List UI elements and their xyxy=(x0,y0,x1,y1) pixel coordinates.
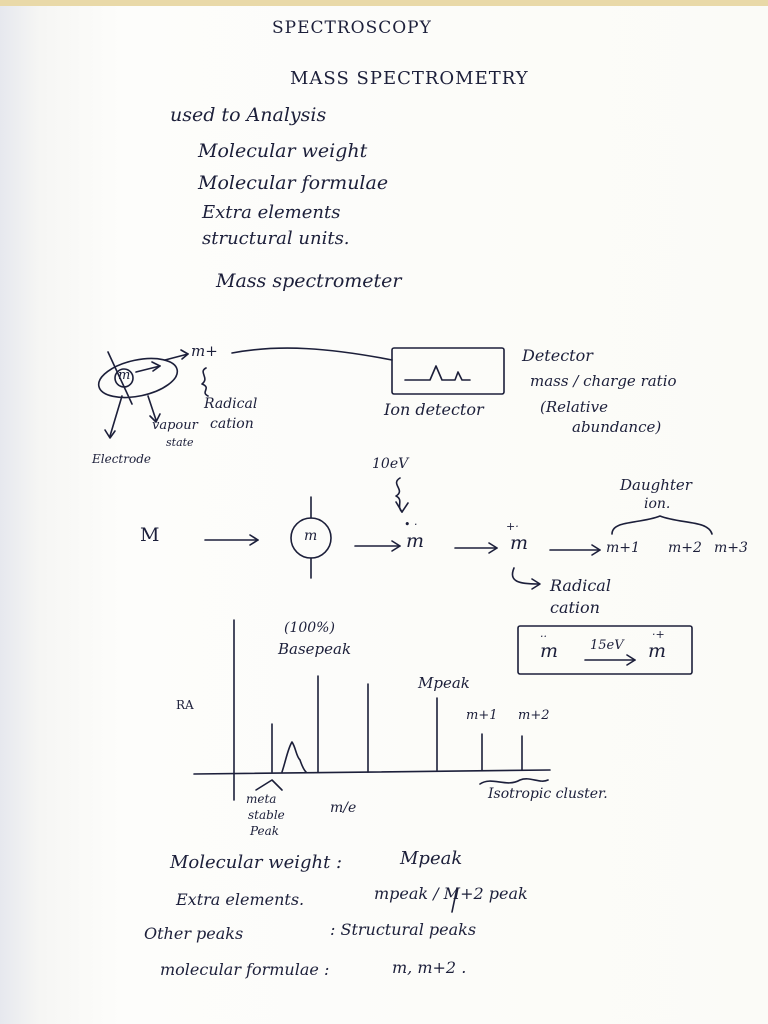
metastable-label-1: meta xyxy=(246,792,277,806)
vapour-label: vapour xyxy=(152,418,198,433)
chamber-m-label: m xyxy=(118,368,131,383)
note-value: mpeak / M+2 peak xyxy=(374,884,528,903)
use-item: Molecular formulae xyxy=(198,172,389,194)
box-arrow-label: 15eV xyxy=(590,638,624,653)
box-m-left: m xyxy=(540,640,559,662)
use-item: Molecular weight xyxy=(198,140,368,162)
use-item: structural units. xyxy=(202,228,350,249)
ra-label: RA xyxy=(176,698,194,712)
mplus-label: m+ xyxy=(191,342,218,360)
ion-label: ion. xyxy=(644,496,671,512)
abundance-label: abundance) xyxy=(572,418,662,436)
mass-charge-label: mass / charge ratio xyxy=(530,372,677,390)
m2-fragment: m+2 xyxy=(668,540,702,556)
metastable-label-3: Peak xyxy=(250,824,280,838)
m3-fragment: m+3 xyxy=(714,540,748,556)
x-axis xyxy=(194,770,550,774)
source-m-label: m xyxy=(304,528,318,544)
radical-label: Radical xyxy=(204,396,258,412)
electrode-label: Electrode xyxy=(92,452,151,466)
cation-label-2: cation xyxy=(550,598,600,617)
note-label: Other peaks xyxy=(144,924,244,943)
metastable-label-2: stable xyxy=(248,808,285,822)
radical-dots: • · xyxy=(404,518,418,531)
box-marks: ·+ xyxy=(652,628,665,641)
note-value: Mpeak xyxy=(400,848,463,869)
base-percent: (100%) xyxy=(284,620,335,636)
box-m-right: m xyxy=(648,640,667,662)
section-title: MASS SPECTROMETRY xyxy=(290,68,529,89)
ion-detector-label: Ion detector xyxy=(384,400,484,419)
m2-peak-label: m+2 xyxy=(518,708,550,723)
note-label: Extra elements. xyxy=(176,890,305,909)
ion-detector-box xyxy=(392,348,504,394)
daughter-label: Daughter xyxy=(620,476,692,494)
m1-fragment: m+1 xyxy=(606,540,640,556)
uses-heading: used to Analysis xyxy=(170,104,327,126)
ev-label: 10eV xyxy=(372,456,409,472)
note-label: Molecular weight : xyxy=(170,852,343,873)
cation-marks: +· xyxy=(506,520,519,533)
cation-m: m xyxy=(510,532,529,554)
spectrometer-heading: Mass spectrometer xyxy=(216,270,402,292)
molecule-M: M xyxy=(140,524,160,546)
relative-label: (Relative xyxy=(540,398,608,416)
m1-peak-label: m+1 xyxy=(466,708,498,723)
cation-label: cation xyxy=(210,416,254,432)
page-title: SPECTROSCOPY xyxy=(272,18,432,38)
note-value: : Structural peaks xyxy=(330,920,477,939)
isotopic-label: Isotropic cluster. xyxy=(488,786,608,802)
x-axis-label: m/e xyxy=(330,800,357,816)
detector-label: Detector xyxy=(522,346,593,365)
radical-label-2: Radical xyxy=(550,576,611,595)
base-peak-label: Basepeak xyxy=(278,640,352,658)
box-dots: ·· xyxy=(540,630,547,643)
note-label: molecular formulae : xyxy=(160,960,330,979)
state-label: state xyxy=(166,436,194,449)
use-item: Extra elements xyxy=(202,202,341,223)
metastable-peak xyxy=(282,742,306,772)
mpeak-label: Mpeak xyxy=(418,674,470,692)
note-value: m, m+2 . xyxy=(392,958,467,977)
radical-m: m xyxy=(406,530,425,552)
isotopic-brace xyxy=(480,779,548,784)
